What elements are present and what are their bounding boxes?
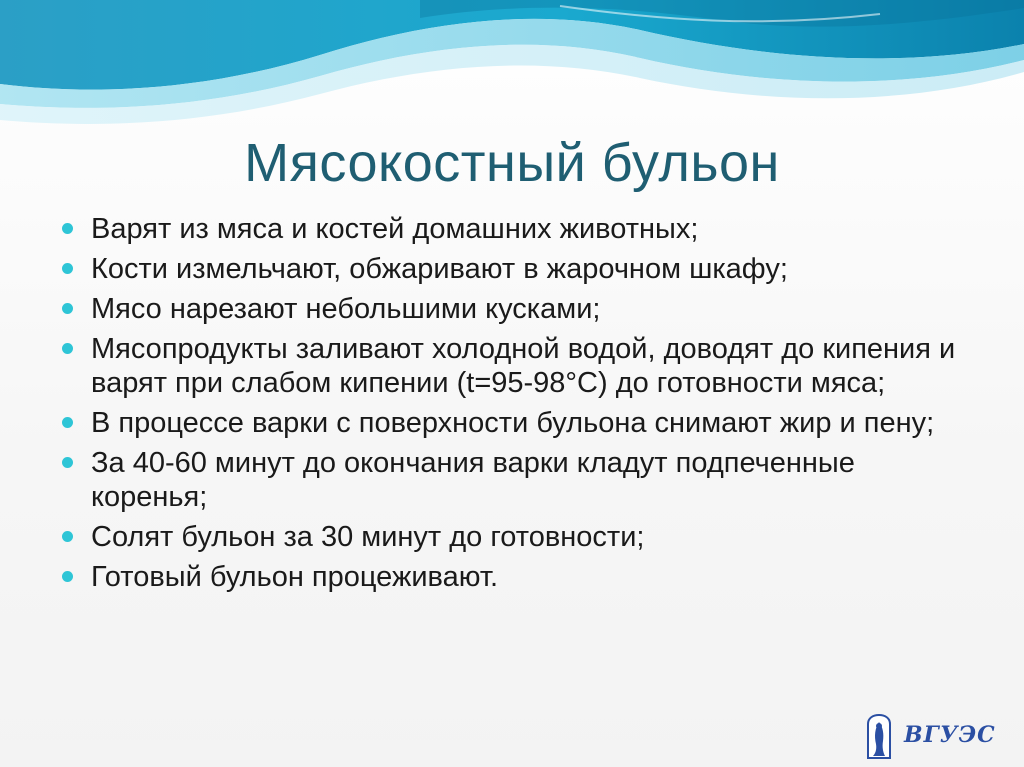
- bullet-text: За 40-60 минут до окончания варки кладут подпеченные коренья;: [91, 447, 855, 513]
- header-wave-decoration: [0, 0, 1024, 140]
- bullet-text: Мясо нарезают небольшими кусками;: [91, 293, 601, 325]
- bullet-dot-icon: [62, 571, 73, 582]
- list-item: [62, 212, 962, 246]
- bullet-text: Солят бульон за 30 минут до готовности;: [91, 521, 645, 553]
- logo-text: ВГУЭС: [904, 722, 996, 748]
- bullet-dot-icon: [62, 223, 73, 234]
- slide-title: Мясокостный бульон: [244, 133, 780, 193]
- bullet-text: Мясопродукты заливают холодной водой, доводят до кипения и варят при слабом кипении (t=95-98°C) до готовности мяса;: [91, 333, 956, 399]
- bullet-dot-icon: [62, 457, 73, 468]
- list-item: [62, 520, 962, 554]
- list-item: [62, 446, 962, 514]
- list-item: [62, 406, 962, 440]
- bullet-dot-icon: [62, 531, 73, 542]
- list-item: [62, 292, 962, 326]
- logo-emblem-icon: [864, 714, 894, 760]
- bullet-text: В процессе варки с поверхности бульона снимают жир и пену;: [91, 407, 935, 439]
- list-item: [62, 332, 962, 400]
- bullet-text: Варят из мяса и костей домашних животных;: [91, 213, 699, 245]
- bullet-dot-icon: [62, 263, 73, 274]
- list-item: [62, 252, 962, 286]
- bullet-text: Кости измельчают, обжаривают в жарочном шкафу;: [91, 253, 788, 285]
- bullet-dot-icon: [62, 343, 73, 354]
- university-logo: [864, 712, 994, 762]
- bullet-dot-icon: [62, 417, 73, 428]
- bullet-list: [62, 212, 962, 600]
- list-item: [62, 560, 962, 594]
- bullet-text: Готовый бульон процеживают.: [91, 561, 499, 593]
- bullet-dot-icon: [62, 303, 73, 314]
